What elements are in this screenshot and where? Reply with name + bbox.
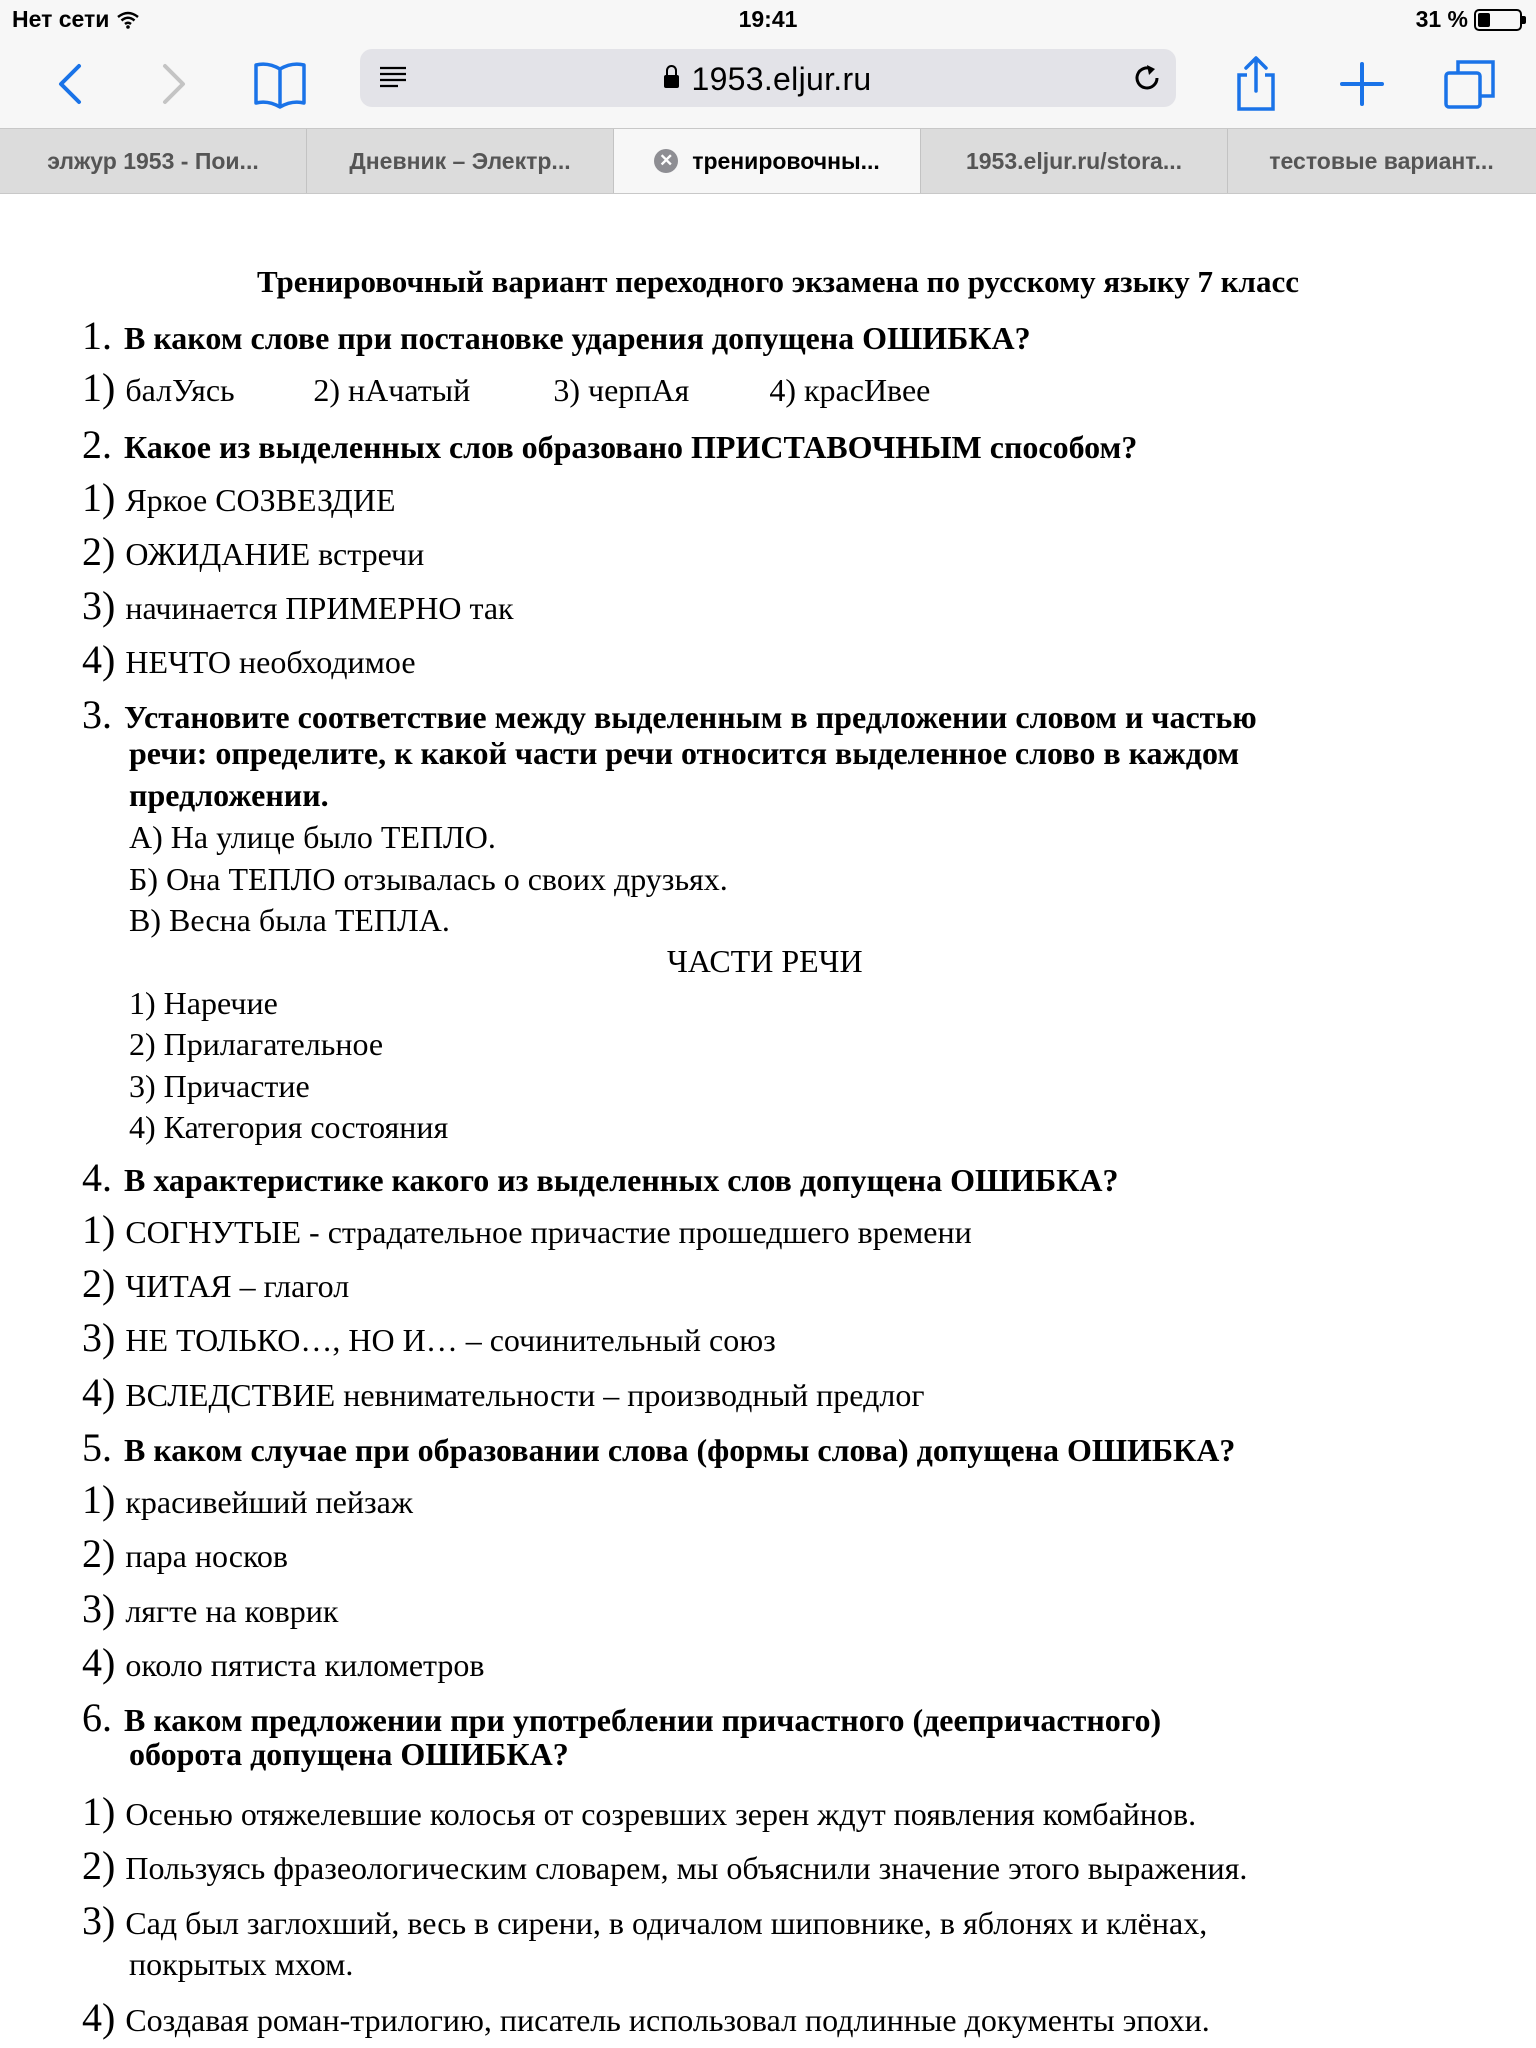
option-text: ОЖИДАНИЕ встречи (125, 536, 425, 572)
option-number: 2) (82, 1531, 116, 1576)
part-of-speech: 2) Прилагательное (129, 1026, 384, 1062)
question-text: В каком случае при образовании слова (формы слова) допущена ОШИБКА? (124, 1432, 1236, 1468)
battery-status (1416, 6, 1522, 33)
chevron-right-icon (159, 62, 189, 106)
network-label: Нет сети (12, 6, 110, 32)
option: 3) черпАя (553, 372, 690, 408)
q1-options (82, 364, 930, 411)
option-number: 2) (82, 1843, 116, 1888)
option-number: 1) (82, 1207, 116, 1252)
option-text: Сад был заглохший, весь в сирени, в одичалом шиповнике, в яблонях и клёнах, (125, 1905, 1208, 1941)
forward-button[interactable] (142, 52, 206, 116)
share-button[interactable] (1224, 52, 1288, 116)
option (82, 1260, 349, 1307)
option-text: начинается ПРИМЕРНО так (125, 590, 514, 626)
share-icon (1234, 55, 1278, 113)
option-text: НЕЧТО необходимое (125, 644, 416, 680)
tab-label: элжур 1953 - Пои... (47, 147, 259, 174)
option-text: Яркое СОЗВЕЗДИЕ (125, 482, 396, 518)
option (82, 1369, 924, 1416)
book-icon (251, 59, 309, 109)
reload-icon[interactable] (1130, 61, 1164, 95)
tab-label: 1953.eljur.ru/stora... (965, 147, 1183, 174)
question-text-cont: предложении. (129, 777, 329, 813)
chevron-left-icon (55, 62, 85, 106)
option-text: лягте на коврик (125, 1593, 339, 1629)
question-3 (82, 691, 1257, 738)
question-number: 1. (82, 313, 112, 358)
bookmarks-button[interactable] (248, 52, 312, 116)
lock-icon (664, 75, 679, 88)
option-number: 1) (82, 475, 116, 520)
option-number: 2) (82, 529, 116, 574)
question-4 (82, 1154, 1119, 1201)
tab-test-variants[interactable] (1228, 129, 1535, 193)
option-number: 3) (82, 1586, 116, 1631)
tabs-icon (1443, 58, 1497, 110)
option (82, 1585, 338, 1632)
option-text: НЕ ТОЛЬКО…, НО И… – сочинительный союз (125, 1322, 776, 1358)
option-number: 3) (82, 1315, 116, 1360)
question-1 (82, 312, 1031, 359)
part-of-speech: 1) Наречие (129, 985, 278, 1021)
url-field[interactable] (360, 61, 1176, 98)
option-number: 4) (82, 1995, 116, 2040)
tab-label: тестовые вариант... (1269, 147, 1494, 174)
tab-label: Дневник – Электр... (349, 147, 571, 174)
tab-bar (0, 128, 1536, 194)
part-of-speech: 3) Причастие (129, 1068, 310, 1104)
option-text: Создавая роман-трилогию, писатель использовал подлинные документы эпохи. (125, 2002, 1210, 2038)
option-text: Пользуясь фразеологическим словарем, мы объяснили значение этого выражения. (125, 1850, 1248, 1886)
question-text-cont: оборота допущена ОШИБКА? (129, 1736, 569, 1772)
option-number: 2) (82, 1261, 116, 1306)
part-of-speech: 4) Категория состояния (129, 1109, 449, 1145)
question-text: В каком предложении при употреблении причастного (деепричастного) (124, 1702, 1162, 1738)
status-bar (0, 0, 1536, 40)
question-text-cont: речи: определите, к какой части речи относится выделенное слово в каждом (129, 735, 1240, 771)
option-text: ЧИТАЯ – глагол (125, 1268, 350, 1304)
option-text: Осенью отяжелевшие колосья от созревших зерен ждут появления комбайнов. (125, 1796, 1197, 1832)
option (82, 1842, 1247, 1889)
document-page (0, 194, 1536, 2048)
option (82, 1530, 288, 1577)
sentence-a: А) На улице было ТЕПЛО. (129, 819, 496, 855)
question-6 (82, 1694, 1161, 1741)
option-text: ВСЛЕДСТВИЕ невнимательности – производный предлог (125, 1377, 925, 1413)
sentence-b: Б) Она ТЕПЛО отзывалась о своих друзьях. (129, 861, 728, 897)
option-number: 4) (82, 1370, 116, 1415)
option-number: 4) (82, 1640, 116, 1685)
tabs-overview-button[interactable] (1438, 52, 1502, 116)
question-number: 4. (82, 1155, 112, 1200)
question-number: 5. (82, 1425, 112, 1470)
question-text: Какое из выделенных слов образовано ПРИСТАВОЧНЫМ способом? (124, 429, 1138, 465)
url-text: 1953.eljur.ru (691, 61, 872, 97)
tab-eljur[interactable] (0, 129, 307, 193)
sentence-c: В) Весна была ТЕПЛА. (129, 902, 450, 938)
doc-title: Тренировочный вариант переходного экзамена по русскому языку 7 класс (257, 264, 1299, 299)
option-number: 1) (82, 1789, 116, 1834)
address-bar[interactable] (360, 49, 1176, 107)
question-number: 6. (82, 1695, 112, 1740)
question-text: В каком слове при постановке ударения допущена ОШИБКА? (124, 320, 1031, 356)
tab-label: тренировочны... (692, 147, 880, 174)
option (82, 1314, 776, 1361)
option-number: 4) (82, 637, 116, 682)
option-number: 3) (82, 583, 116, 628)
option (82, 1206, 972, 1253)
option (82, 1639, 485, 1686)
option (82, 1476, 413, 1523)
option-text: около пятиста километров (125, 1647, 485, 1683)
parts-heading: ЧАСТИ РЕЧИ (667, 943, 863, 979)
plus-icon (1339, 61, 1385, 107)
option-text: пара носков (125, 1538, 289, 1574)
question-text: В характеристике какого из выделенных слов допущена ОШИБКА? (124, 1162, 1119, 1198)
new-tab-button[interactable] (1330, 52, 1394, 116)
option: 4) красИвее (769, 372, 931, 408)
browser-toolbar (0, 40, 1536, 128)
question-2 (82, 421, 1137, 468)
question-5 (82, 1424, 1235, 1471)
battery-percent: 31 % (1415, 6, 1468, 32)
option (82, 582, 514, 629)
option-number: 3) (82, 1898, 116, 1943)
option-number: 1) (82, 1477, 116, 1522)
question-number: 2. (82, 422, 112, 467)
option-text: красивейший пейзаж (125, 1484, 413, 1520)
back-button[interactable] (38, 52, 102, 116)
option: балУясь (125, 372, 235, 408)
option (82, 1994, 1210, 2041)
option-text: СОГНУТЫЕ - страдательное причастие прошедшего времени (125, 1214, 972, 1250)
option-number: 1) (82, 365, 116, 410)
option (82, 474, 396, 521)
question-text: Установите соответствие между выделенным в предложении словом и частью (124, 699, 1257, 735)
option (82, 1788, 1196, 1835)
tab-diary[interactable] (307, 129, 614, 193)
close-icon[interactable]: ✕ (654, 149, 678, 173)
option-text-cont: покрытых мхом. (129, 1946, 354, 1982)
battery-icon (1474, 9, 1522, 31)
question-number: 3. (82, 692, 112, 737)
tab-storage[interactable] (921, 129, 1228, 193)
clock: 19:41 (738, 6, 798, 32)
option (82, 528, 424, 575)
option: 2) нАчатый (313, 372, 471, 408)
tab-training-active[interactable] (614, 129, 921, 193)
option (82, 1897, 1207, 1944)
option (82, 636, 416, 683)
battery-level (1478, 13, 1490, 27)
